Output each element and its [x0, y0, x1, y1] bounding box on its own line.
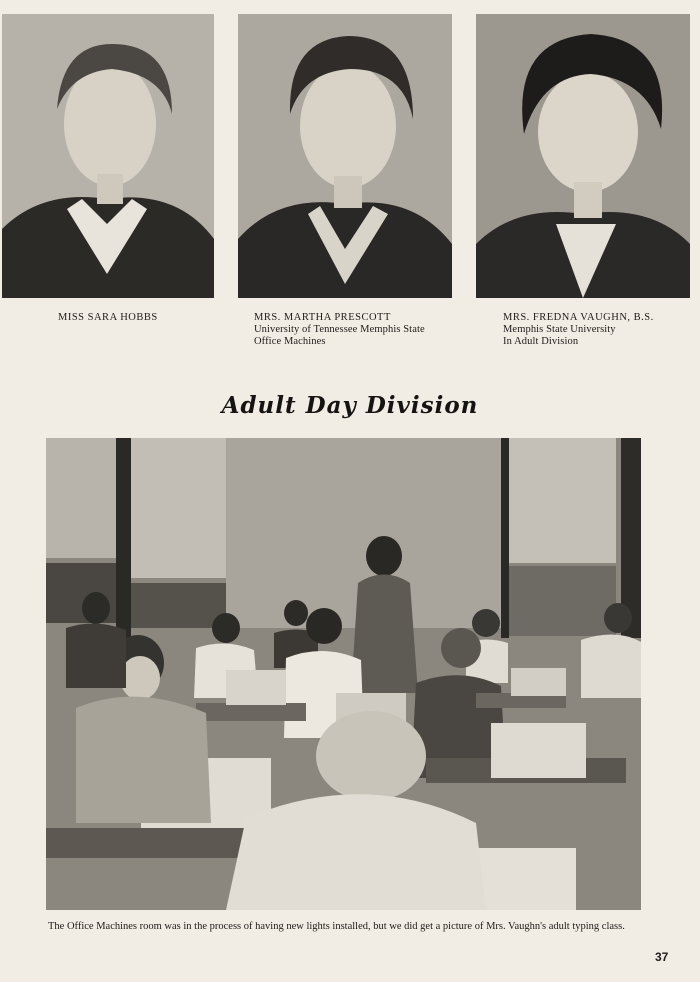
portrait-name: MRS. MARTHA PRESCOTT	[254, 312, 391, 323]
section-title: Adult Day Division	[221, 392, 479, 419]
portrait-caption-vaughn	[503, 312, 693, 348]
portrait-detail-line: Memphis State University	[503, 324, 616, 335]
portrait-detail-line: In Adult Division	[503, 336, 579, 347]
typing-class-photo	[46, 438, 641, 910]
portrait-image	[476, 14, 690, 298]
portrait-name: MRS. FREDNA VAUGHN, B.S.	[503, 312, 654, 323]
portrait-detail-line: Office Machines	[254, 336, 326, 347]
portrait-photo-hobbs	[2, 14, 214, 298]
portrait-name: MISS SARA HOBBS	[58, 312, 158, 323]
classroom-image	[46, 438, 641, 910]
page-number: 37	[655, 950, 669, 964]
portrait-caption-hobbs	[58, 312, 228, 324]
portrait-photo-prescott	[238, 14, 452, 298]
portrait-image	[2, 14, 214, 298]
portrait-photo-vaughn	[476, 14, 690, 298]
portrait-detail-line: University of Tennessee Memphis State	[254, 324, 425, 335]
photo-caption: The Office Machines room was in the process of having new lights installed, but we did get a picture of Mrs. Vaughn's adult typing class.	[48, 921, 625, 932]
portrait-caption-prescott	[254, 312, 464, 348]
portrait-image	[238, 14, 452, 298]
